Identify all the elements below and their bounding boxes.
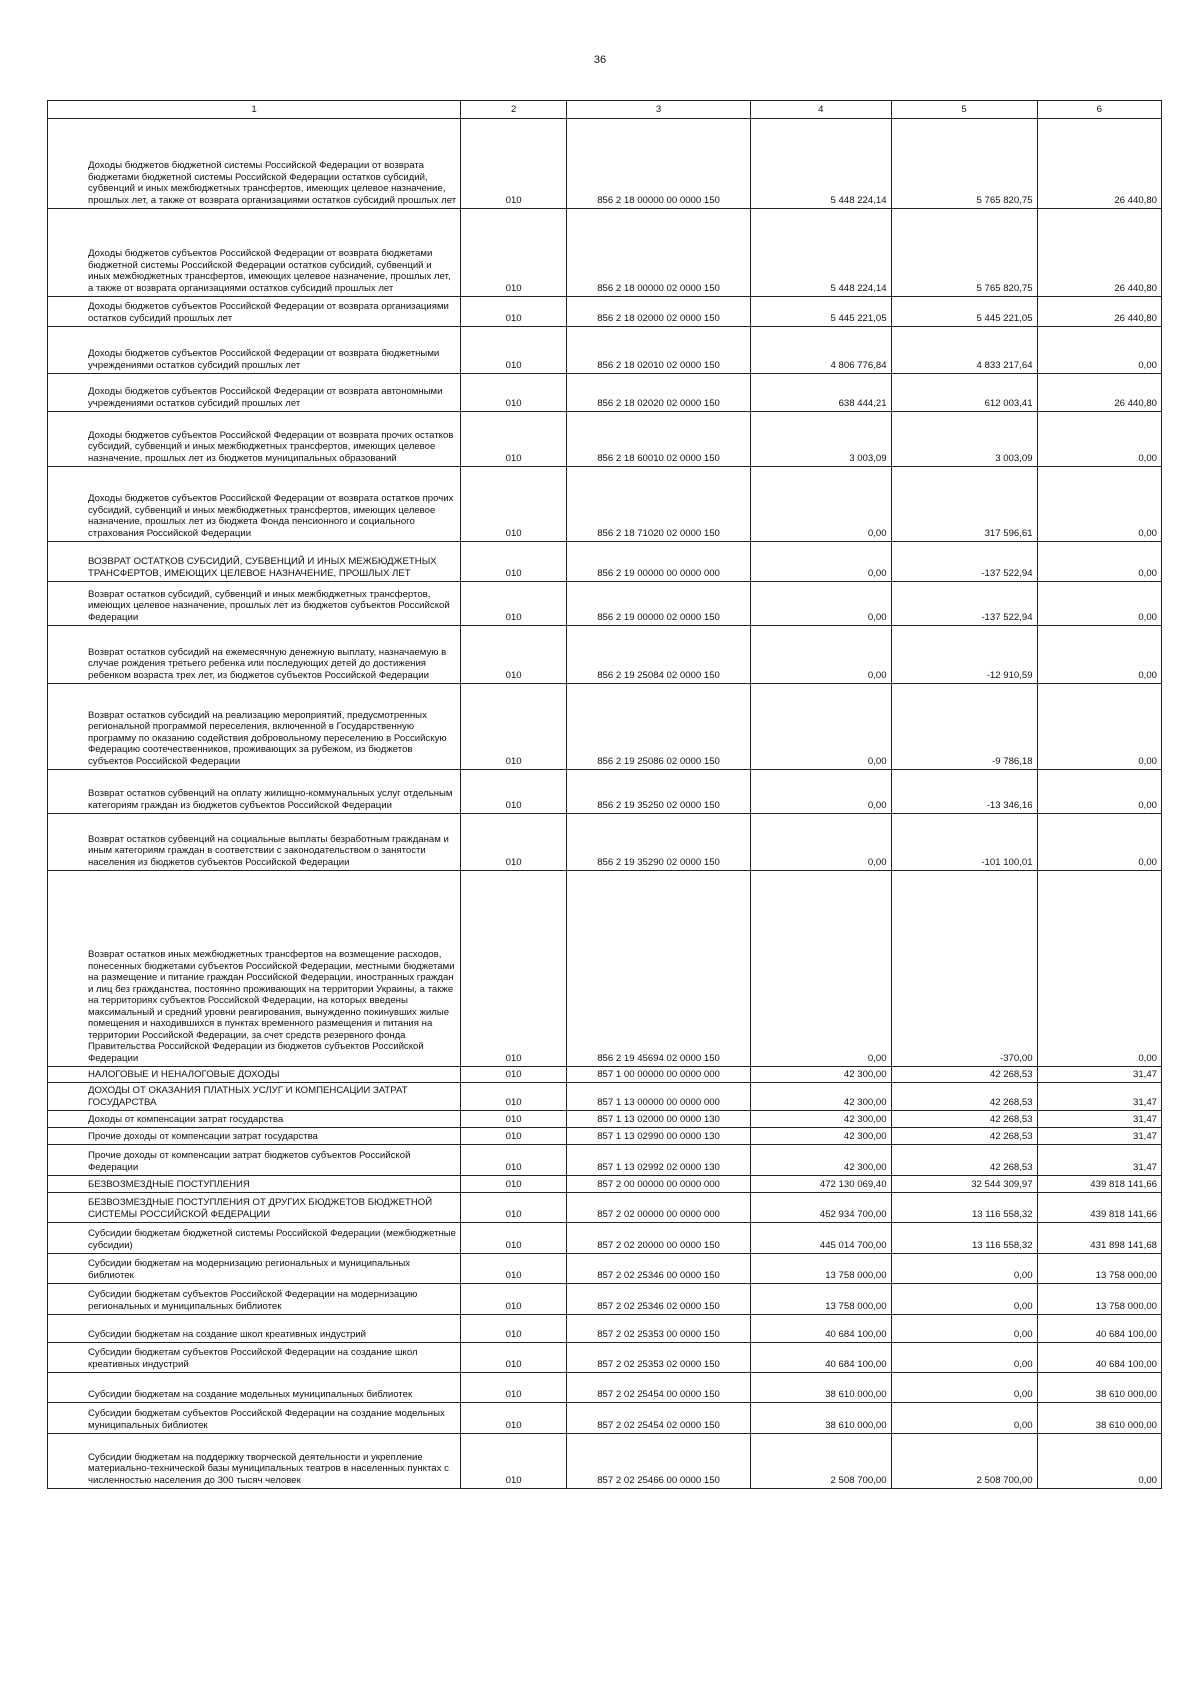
row-kbk: 857 1 13 00000 00 0000 000: [567, 1083, 751, 1111]
column-header: 5: [891, 101, 1037, 119]
table-row: [48, 1343, 1162, 1373]
row-name: Возврат остатков иных межбюджетных трансфертов на возмещение расходов, понесенных бюджетами субъектов Российской Федерации, местными бюджетами на размещение и питание граждан Российской Федерации, иностранных граждан и лиц без гражданства, постоянно проживающих на территории Украины, а также на территориях субъектов Российской Федерации, на которых введены максимальный и средний уровни реагирования, вынужденно покинувших жилые помещения и находившихся в пунктах временного размещения и питания на территории Российской Федерации, за счет средств резервного фонда Правительства Российской Федерации из бюджетов субъектов Российской Федерации: [48, 871, 461, 1067]
row-kbk: 856 2 19 00000 02 0000 150: [567, 582, 751, 626]
row-col6: 31,47: [1037, 1128, 1161, 1145]
row-name: Доходы бюджетов бюджетной системы Российской Федерации от возврата бюджетами бюджетной системы Российской Федерации остатков субсидий, субвенций и иных межбюджетных трансфертов, имеющих целевое назначение, прошлых лет, а также от возврата организациями остатков субсидий прошлых лет: [48, 119, 461, 209]
row-col6: 31,47: [1037, 1111, 1161, 1128]
row-name: Субсидии бюджетам на создание школ креативных индустрий: [48, 1315, 461, 1343]
row-col4: 0,00: [750, 467, 891, 542]
row-name: Субсидии бюджетам субъектов Российской Федерации на создание школ креативных индустрий: [48, 1343, 461, 1373]
row-kbk: 857 1 13 02990 00 0000 130: [567, 1128, 751, 1145]
row-col6: 0,00: [1037, 1434, 1161, 1489]
row-col4: 4 806 776,84: [750, 327, 891, 374]
table-row: [48, 1083, 1162, 1111]
row-code: 010: [461, 1145, 567, 1176]
column-header: 4: [750, 101, 891, 119]
row-col5: 42 268,53: [891, 1145, 1037, 1176]
table-row: [48, 542, 1162, 582]
row-col5: 42 268,53: [891, 1067, 1037, 1083]
row-col5: -13 346,16: [891, 770, 1037, 814]
row-col4: 5 448 224,14: [750, 119, 891, 209]
row-kbk: 857 2 02 25454 02 0000 150: [567, 1403, 751, 1434]
row-col6: 26 440,80: [1037, 209, 1161, 297]
row-name: ДОХОДЫ ОТ ОКАЗАНИЯ ПЛАТНЫХ УСЛУГ И КОМПЕНСАЦИИ ЗАТРАТ ГОСУДАРСТВА: [48, 1083, 461, 1111]
row-name: БЕЗВОЗМЕЗДНЫЕ ПОСТУПЛЕНИЯ ОТ ДРУГИХ БЮДЖЕТОВ БЮДЖЕТНОЙ СИСТЕМЫ РОССИЙСКОЙ ФЕДЕРАЦИИ: [48, 1193, 461, 1223]
row-kbk: 856 2 18 02020 02 0000 150: [567, 374, 751, 412]
row-kbk: 856 2 19 25086 02 0000 150: [567, 684, 751, 770]
row-col5: 4 833 217,64: [891, 327, 1037, 374]
row-name: Доходы бюджетов субъектов Российской Федерации от возврата бюджетными учреждениями остатков субсидий прошлых лет: [48, 327, 461, 374]
row-col5: -101 100,01: [891, 814, 1037, 871]
row-name: Субсидии бюджетам на создание модельных муниципальных библиотек: [48, 1373, 461, 1403]
row-col5: 42 268,53: [891, 1111, 1037, 1128]
row-col4: 445 014 700,00: [750, 1223, 891, 1254]
row-col4: 5 448 224,14: [750, 209, 891, 297]
row-kbk: 857 2 02 25353 00 0000 150: [567, 1315, 751, 1343]
row-col5: 612 003,41: [891, 374, 1037, 412]
table-row: [48, 412, 1162, 467]
row-kbk: 856 2 18 60010 02 0000 150: [567, 412, 751, 467]
table-row: [48, 1067, 1162, 1083]
row-col6: 31,47: [1037, 1145, 1161, 1176]
row-col4: 0,00: [750, 770, 891, 814]
row-col4: 0,00: [750, 542, 891, 582]
row-code: 010: [461, 626, 567, 684]
row-code: 010: [461, 297, 567, 327]
row-col6: 0,00: [1037, 626, 1161, 684]
row-code: 010: [461, 1403, 567, 1434]
row-col6: 13 758 000,00: [1037, 1254, 1161, 1284]
table-header-row: [48, 101, 1162, 119]
row-col6: 40 684 100,00: [1037, 1315, 1161, 1343]
row-name: Субсидии бюджетам субъектов Российской Федерации на создание модельных муниципальных библиотек: [48, 1403, 461, 1434]
row-col5: 0,00: [891, 1284, 1037, 1315]
table-row: [48, 1145, 1162, 1176]
row-col6: 0,00: [1037, 582, 1161, 626]
table-row: [48, 1128, 1162, 1145]
row-col5: 317 596,61: [891, 467, 1037, 542]
row-code: 010: [461, 814, 567, 871]
row-kbk: 857 2 02 00000 00 0000 000: [567, 1193, 751, 1223]
row-col5: 42 268,53: [891, 1083, 1037, 1111]
row-col6: 0,00: [1037, 871, 1161, 1067]
row-name: Доходы бюджетов субъектов Российской Федерации от возврата остатков прочих субсидий, субвенций и иных межбюджетных трансфертов, имеющих целевое назначение, прошлых лет из бюджета Фонда пенсионного и социального страхования Российской Федерации: [48, 467, 461, 542]
row-col4: 638 444,21: [750, 374, 891, 412]
table-row: [48, 814, 1162, 871]
table-row: [48, 1223, 1162, 1254]
row-col5: 13 116 558,32: [891, 1223, 1037, 1254]
table-row: [48, 1254, 1162, 1284]
row-col4: 452 934 700,00: [750, 1193, 891, 1223]
row-col4: 472 130 069,40: [750, 1176, 891, 1193]
row-code: 010: [461, 1193, 567, 1223]
row-col5: 0,00: [891, 1343, 1037, 1373]
row-col4: 0,00: [750, 626, 891, 684]
row-code: 010: [461, 1434, 567, 1489]
table-row: [48, 1315, 1162, 1343]
row-name: Возврат остатков субсидий на реализацию мероприятий, предусмотренных региональной программой переселения, включенной в Государственную программу по оказанию содействия добровольному переселению в Российскую Федерацию соотечественников, проживающих за рубежом, из бюджетов субъектов Российской Федерации: [48, 684, 461, 770]
row-code: 010: [461, 1343, 567, 1373]
column-header: 2: [461, 101, 567, 119]
row-code: 010: [461, 467, 567, 542]
row-name: Доходы бюджетов субъектов Российской Федерации от возврата организациями остатков субсидий прошлых лет: [48, 297, 461, 327]
column-header: 1: [48, 101, 461, 119]
table-row: [48, 297, 1162, 327]
row-name: Доходы от компенсации затрат государства: [48, 1111, 461, 1128]
row-col4: 5 445 221,05: [750, 297, 891, 327]
row-col6: 26 440,80: [1037, 119, 1161, 209]
table-row: [48, 119, 1162, 209]
row-col5: -12 910,59: [891, 626, 1037, 684]
row-col6: 26 440,80: [1037, 297, 1161, 327]
row-name: Возврат остатков субсидий, субвенций и иных межбюджетных трансфертов, имеющих целевое назначение, прошлых лет из бюджетов субъектов Российской Федерации: [48, 582, 461, 626]
row-col4: 38 610 000,00: [750, 1373, 891, 1403]
row-code: 010: [461, 1111, 567, 1128]
row-name: Субсидии бюджетам бюджетной системы Российской Федерации (межбюджетные субсидии): [48, 1223, 461, 1254]
row-name: ВОЗВРАТ ОСТАТКОВ СУБСИДИЙ, СУБВЕНЦИЙ И ИНЫХ МЕЖБЮДЖЕТНЫХ ТРАНСФЕРТОВ, ИМЕЮЩИХ ЦЕЛЕВОЕ НАЗНАЧЕНИЕ, ПРОШЛЫХ ЛЕТ: [48, 542, 461, 582]
row-name: Субсидии бюджетам субъектов Российской Федерации на модернизацию региональных и муниципальных библиотек: [48, 1284, 461, 1315]
row-kbk: 856 2 19 00000 00 0000 000: [567, 542, 751, 582]
table-row: [48, 582, 1162, 626]
row-col4: 42 300,00: [750, 1111, 891, 1128]
table-row: [48, 684, 1162, 770]
row-code: 010: [461, 582, 567, 626]
row-code: 010: [461, 1373, 567, 1403]
row-kbk: 857 1 13 02000 00 0000 130: [567, 1111, 751, 1128]
row-kbk: 857 1 13 02992 02 0000 130: [567, 1145, 751, 1176]
row-col6: 31,47: [1037, 1083, 1161, 1111]
row-code: 010: [461, 1284, 567, 1315]
table-row: [48, 1284, 1162, 1315]
row-col5: -9 786,18: [891, 684, 1037, 770]
row-col5: -370,00: [891, 871, 1037, 1067]
row-code: 010: [461, 1315, 567, 1343]
row-code: 010: [461, 119, 567, 209]
row-col5: 5 765 820,75: [891, 119, 1037, 209]
row-name: Субсидии бюджетам на модернизацию региональных и муниципальных библиотек: [48, 1254, 461, 1284]
row-name: Возврат остатков субсидий на ежемесячную денежную выплату, назначаемую в случае рождения третьего ребенка или последующих детей до достижения ребенком возраста трех лет, из бюджетов субъектов Российской Федерации: [48, 626, 461, 684]
row-col5: 5 765 820,75: [891, 209, 1037, 297]
row-col5: -137 522,94: [891, 582, 1037, 626]
table-row: [48, 626, 1162, 684]
row-kbk: 856 2 19 25084 02 0000 150: [567, 626, 751, 684]
row-kbk: 857 2 02 25346 02 0000 150: [567, 1284, 751, 1315]
column-header: 3: [567, 101, 751, 119]
row-col4: 0,00: [750, 684, 891, 770]
row-col4: 42 300,00: [750, 1067, 891, 1083]
row-name: Доходы бюджетов субъектов Российской Федерации от возврата автономными учреждениями остатков субсидий прошлых лет: [48, 374, 461, 412]
row-kbk: 856 2 18 00000 02 0000 150: [567, 209, 751, 297]
row-col6: 431 898 141,68: [1037, 1223, 1161, 1254]
table-row: [48, 871, 1162, 1067]
row-col4: 40 684 100,00: [750, 1343, 891, 1373]
row-col6: 0,00: [1037, 412, 1161, 467]
row-col4: 42 300,00: [750, 1145, 891, 1176]
row-col5: 2 508 700,00: [891, 1434, 1037, 1489]
row-kbk: 857 2 00 00000 00 0000 000: [567, 1176, 751, 1193]
row-code: 010: [461, 1128, 567, 1145]
row-code: 010: [461, 770, 567, 814]
row-code: 010: [461, 1254, 567, 1284]
row-col4: 0,00: [750, 871, 891, 1067]
row-name: Возврат остатков субвенций на социальные выплаты безработным гражданам и иным категориям граждан в соответствии с законодательством о занятости населения из бюджетов субъектов Российской Федерации: [48, 814, 461, 871]
row-col5: 0,00: [891, 1403, 1037, 1434]
table-row: [48, 467, 1162, 542]
row-kbk: 856 2 19 35250 02 0000 150: [567, 770, 751, 814]
row-col4: 3 003,09: [750, 412, 891, 467]
row-col4: 42 300,00: [750, 1128, 891, 1145]
table-row: [48, 1373, 1162, 1403]
row-kbk: 857 2 02 25454 00 0000 150: [567, 1373, 751, 1403]
row-col4: 13 758 000,00: [750, 1284, 891, 1315]
row-col6: 0,00: [1037, 327, 1161, 374]
row-col5: 0,00: [891, 1254, 1037, 1284]
page-number: 36: [593, 54, 607, 66]
row-name: Прочие доходы от компенсации затрат бюджетов субъектов Российской Федерации: [48, 1145, 461, 1176]
row-code: 010: [461, 1223, 567, 1254]
table-row: [48, 770, 1162, 814]
row-col6: 0,00: [1037, 770, 1161, 814]
table-row: [48, 1176, 1162, 1193]
row-col4: 0,00: [750, 814, 891, 871]
row-col4: 2 508 700,00: [750, 1434, 891, 1489]
table-row: [48, 327, 1162, 374]
row-kbk: 856 2 18 02010 02 0000 150: [567, 327, 751, 374]
row-name: Возврат остатков субвенций на оплату жилищно-коммунальных услуг отдельным категориям граждан из бюджетов субъектов Российской Федерации: [48, 770, 461, 814]
row-col5: 0,00: [891, 1373, 1037, 1403]
row-kbk: 857 2 02 25466 00 0000 150: [567, 1434, 751, 1489]
column-header: 6: [1037, 101, 1161, 119]
row-code: 010: [461, 684, 567, 770]
row-col6: 0,00: [1037, 542, 1161, 582]
row-kbk: 856 2 18 00000 00 0000 150: [567, 119, 751, 209]
row-col6: 38 610 000,00: [1037, 1403, 1161, 1434]
row-col5: -137 522,94: [891, 542, 1037, 582]
row-name: НАЛОГОВЫЕ И НЕНАЛОГОВЫЕ ДОХОДЫ: [48, 1067, 461, 1083]
row-code: 010: [461, 542, 567, 582]
row-kbk: 857 2 02 20000 00 0000 150: [567, 1223, 751, 1254]
row-col6: 0,00: [1037, 467, 1161, 542]
table-row: [48, 1403, 1162, 1434]
row-col5: 0,00: [891, 1315, 1037, 1343]
row-col5: 13 116 558,32: [891, 1193, 1037, 1223]
row-col6: 38 610 000,00: [1037, 1373, 1161, 1403]
row-code: 010: [461, 1083, 567, 1111]
row-col6: 13 758 000,00: [1037, 1284, 1161, 1315]
row-code: 010: [461, 374, 567, 412]
row-col6: 40 684 100,00: [1037, 1343, 1161, 1373]
row-code: 010: [461, 871, 567, 1067]
row-col6: 26 440,80: [1037, 374, 1161, 412]
budget-table: [47, 100, 1162, 1489]
row-code: 010: [461, 1176, 567, 1193]
row-col4: 13 758 000,00: [750, 1254, 891, 1284]
row-col4: 38 610 000,00: [750, 1403, 891, 1434]
row-kbk: 856 2 19 35290 02 0000 150: [567, 814, 751, 871]
row-kbk: 857 2 02 25346 00 0000 150: [567, 1254, 751, 1284]
row-col6: 0,00: [1037, 814, 1161, 871]
table-row: [48, 1434, 1162, 1489]
row-code: 010: [461, 412, 567, 467]
row-col4: 0,00: [750, 582, 891, 626]
row-code: 010: [461, 209, 567, 297]
row-kbk: 857 1 00 00000 00 0000 000: [567, 1067, 751, 1083]
row-col4: 42 300,00: [750, 1083, 891, 1111]
row-kbk: 856 2 18 02000 02 0000 150: [567, 297, 751, 327]
row-kbk: 856 2 19 45694 02 0000 150: [567, 871, 751, 1067]
row-name: Доходы бюджетов субъектов Российской Федерации от возврата бюджетами бюджетной системы Российской Федерации остатков субсидий, субвенций и иных межбюджетных трансфертов, имеющих целевое назначение, прошлых лет, а также от возврата организациями остатков субсидий прошлых лет: [48, 209, 461, 297]
table-row: [48, 374, 1162, 412]
row-col5: 42 268,53: [891, 1128, 1037, 1145]
row-col5: 32 544 309,97: [891, 1176, 1037, 1193]
row-col6: 439 818 141,66: [1037, 1176, 1161, 1193]
row-name: Субсидии бюджетам на поддержку творческой деятельности и укрепление материально-технической базы муниципальных театров в населенных пунктах с численностью населения до 300 тысяч человек: [48, 1434, 461, 1489]
row-col5: 3 003,09: [891, 412, 1037, 467]
row-kbk: 857 2 02 25353 02 0000 150: [567, 1343, 751, 1373]
row-code: 010: [461, 1067, 567, 1083]
row-kbk: 856 2 18 71020 02 0000 150: [567, 467, 751, 542]
row-name: Прочие доходы от компенсации затрат государства: [48, 1128, 461, 1145]
row-col6: 31,47: [1037, 1067, 1161, 1083]
row-col5: 5 445 221,05: [891, 297, 1037, 327]
table-row: [48, 1111, 1162, 1128]
row-col6: 0,00: [1037, 684, 1161, 770]
table-row: [48, 1193, 1162, 1223]
row-col6: 439 818 141,66: [1037, 1193, 1161, 1223]
table-row: [48, 209, 1162, 297]
row-col4: 40 684 100,00: [750, 1315, 891, 1343]
row-code: 010: [461, 327, 567, 374]
row-name: Доходы бюджетов субъектов Российской Федерации от возврата прочих остатков субсидий, субвенций и иных межбюджетных трансфертов, имеющих целевое назначение, прошлых лет из бюджетов муниципальных образований: [48, 412, 461, 467]
row-name: БЕЗВОЗМЕЗДНЫЕ ПОСТУПЛЕНИЯ: [48, 1176, 461, 1193]
